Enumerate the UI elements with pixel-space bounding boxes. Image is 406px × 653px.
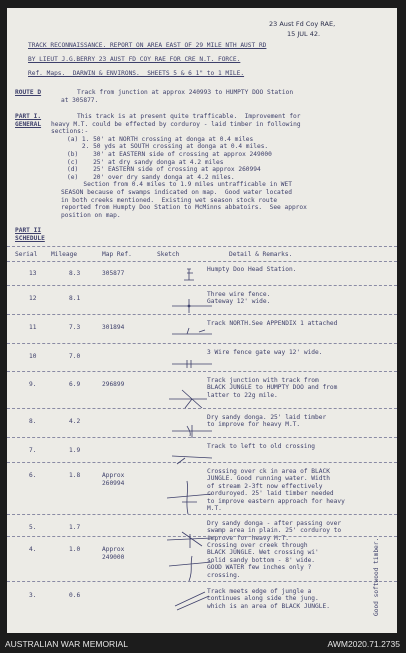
table-header-rule — [7, 261, 397, 262]
row-serial: 4. — [29, 546, 37, 553]
row-serial: 3. — [29, 592, 37, 599]
row-mileage: 4.2 — [69, 418, 81, 425]
part1-line: sections:- — [51, 128, 89, 136]
part1-line: (a) 1. 50' at NORTH crossing at donga at 0.4 miles — [67, 135, 254, 143]
row-detail-line: swamp area in plain. 25' corduroy to — [207, 527, 342, 535]
part1-line: SEASON because of swamps indicated on map. Good water located — [61, 189, 292, 196]
row-serial: 13 — [29, 270, 37, 277]
part1-line: heavy M.T. could be effected by corduroy - laid timber in following — [51, 120, 301, 128]
row-mapref: 305877 — [102, 270, 125, 277]
row-detail-line: which is an area of BLACK JUNGLE. — [207, 602, 330, 610]
row-detail-line: Three wire fence. — [207, 291, 271, 298]
col-mileage: Mileage — [51, 251, 78, 258]
unit-date: 23 Aust Fd Coy RAE, — [269, 20, 336, 28]
row-detail-line: GOOD WATER few inches only ? — [207, 564, 312, 572]
row-detail-line: of stream 2-3ft now effectively — [207, 482, 323, 490]
row-mileage: 0.6 — [69, 592, 81, 599]
sketch-left-track — [172, 456, 212, 464]
row-detail-line: Track to left to old crossing — [207, 443, 316, 450]
sketch-crossing-1 — [167, 481, 212, 514]
report-title-line2: BY LIEUT J.G.BERRY 23 AUST FD COY RAE FOR CRE N.T. FORCE. — [28, 56, 241, 63]
row-detail-line: Crossing over ck in area of BLACK — [207, 468, 330, 475]
row-serial: 11 — [29, 324, 37, 331]
part1-line: position on map. — [61, 211, 121, 219]
sketch-track-north — [172, 328, 212, 334]
row-detail-line: to improve for heavy M.T. — [207, 421, 301, 429]
row-detail-line: to improve eastern approach for heavy — [207, 497, 345, 505]
footer-bar — [0, 635, 406, 653]
part1-line: (c) 25' at dry sandy donga at 4.2 miles — [67, 158, 224, 166]
row-detail-line: JUNGLE. Good running water. Width — [207, 475, 330, 483]
route-label: ROUTE D — [15, 89, 42, 96]
part1-label: PART I. — [15, 113, 42, 120]
row-mileage: 7.0 — [69, 353, 81, 360]
part1-general-label: GENERAL — [15, 121, 42, 128]
col-mapref: Map Ref. — [102, 251, 132, 258]
part1-line: (b) 30' at EASTERN side of crossing at approx 249000 — [67, 151, 272, 158]
row-serial: 8. — [29, 418, 37, 425]
sketch-crossing-2 — [169, 556, 212, 581]
side-note: Good softwood timber. — [373, 537, 380, 616]
part1-line: Section from 0.4 miles to 1.9 miles untrafficable in WET — [61, 181, 292, 189]
col-sketch: Sketch — [157, 251, 180, 258]
row-detail-line: BLACK JUNGLE. Wet crossing wi' — [207, 549, 319, 557]
row-detail-line: Track junction with track from — [207, 377, 319, 384]
col-serial: Serial — [15, 251, 38, 258]
row-mapref: 301894 — [102, 324, 125, 331]
report-title-line1: TRACK RECONNAISSANCE. REPORT ON AREA EAST OF 29 MILE NTH AUST RD — [28, 42, 267, 49]
row-mileage: 1.9 — [69, 447, 81, 454]
part2-label: PART II — [15, 227, 42, 234]
row-detail-line: Gateway 12' wide. — [207, 298, 271, 306]
table-top-rule — [7, 246, 397, 247]
row-mileage: 1.0 — [69, 546, 81, 553]
row-detail-line: Humpty Doo Head Station. — [207, 266, 297, 273]
route-text-2: at 305877. — [61, 97, 99, 104]
row-mileage: 6.9 — [69, 381, 81, 388]
row-serial: 12 — [29, 295, 37, 302]
row-detail-line: Track NORTH.See APPENDIX 1 attached — [207, 320, 338, 327]
part1-line: (e) 20' over dry sandy donga at 4.2 miles. — [67, 173, 235, 181]
report-date: 15 JUL 42. — [287, 30, 321, 38]
row-mileage: 7.3 — [69, 324, 81, 331]
document-page — [7, 8, 397, 633]
row-serial: 10 — [29, 353, 37, 360]
row-mileage: 8.1 — [69, 295, 81, 302]
part1-line: reported from Humpty Doo Station to McMinns abbatoirs. See approx — [61, 204, 307, 212]
row-detail-line: crossing. — [207, 571, 241, 579]
row-detail-line: corduroyed. 25' laid timber needed — [207, 490, 334, 498]
part1-line: (d) 25' EASTERN side of crossing at approx 260994 — [67, 166, 261, 174]
row-mileage: 1.8 — [69, 472, 81, 479]
row-detail-line: 3 Wire fence gate way 12' wide. — [207, 349, 323, 356]
sketch-station — [184, 269, 194, 280]
row-detail-line: continues along side the jung. — [207, 595, 319, 603]
row-mapref: Approx 260994 — [102, 472, 125, 487]
reference-maps: Ref. Maps. DARWIN & ENVIRONS. SHEETS 5 & 6 1" to 1 MILE. — [28, 70, 245, 77]
schedule-label: SCHEDULE — [15, 235, 45, 242]
route-text-1: Track from junction at approx 240993 to HUMPTY DOO Station — [77, 89, 294, 96]
row-mileage: 1.7 — [69, 524, 81, 531]
part1-line: This track is at present quite trafficable. Improvement for — [77, 113, 301, 120]
row-serial: 5. — [29, 524, 37, 531]
footer-source: AUSTRALIAN WAR MEMORIAL — [5, 639, 128, 649]
sketch-fence-1 — [172, 299, 212, 313]
sketch-donga-1 — [172, 425, 212, 438]
row-detail-line: BLACK JUNGLE to HUMPTY DOO and from — [207, 384, 338, 392]
part1-line: 2. 50 yds at SOUTH crossing at donga at 0.4 miles. — [67, 143, 269, 151]
row-mileage: 8.3 — [69, 270, 81, 277]
sketch-donga-2 — [167, 532, 212, 548]
row-serial: 6. — [29, 472, 37, 479]
col-detail: Detail & Remarks. — [229, 251, 293, 258]
row-serial: 9. — [29, 381, 37, 388]
sketch-jungle-edge — [175, 592, 209, 610]
route-sketches — [157, 266, 227, 626]
row-detail-line: latter to 22g mile. — [207, 391, 278, 399]
row-detail-line: improve for heavy M.T. — [207, 534, 289, 542]
row-detail-line: Dry sandy donga - after passing over — [207, 520, 342, 527]
footer-accession: AWM2020.71.2735 — [327, 639, 400, 649]
row-mapref: Approx 249000 — [102, 546, 125, 561]
row-detail-line: M.T. — [207, 505, 222, 512]
row-detail-line: Track meets edge of jungle a — [207, 588, 312, 595]
row-detail-line: Dry sandy donga. 25' laid timber — [207, 414, 327, 421]
row-detail-line: Crossing over creek through — [207, 542, 308, 549]
row-serial: 7. — [29, 447, 37, 454]
sketch-fence-2 — [172, 360, 212, 368]
row-mapref: 296899 — [102, 381, 125, 388]
sketch-junction — [169, 390, 207, 408]
row-detail-line: solid sandy bottom - 8' wide. — [207, 556, 316, 564]
part1-line: in both creeks mentioned. Existing wet season stock route — [61, 196, 278, 204]
